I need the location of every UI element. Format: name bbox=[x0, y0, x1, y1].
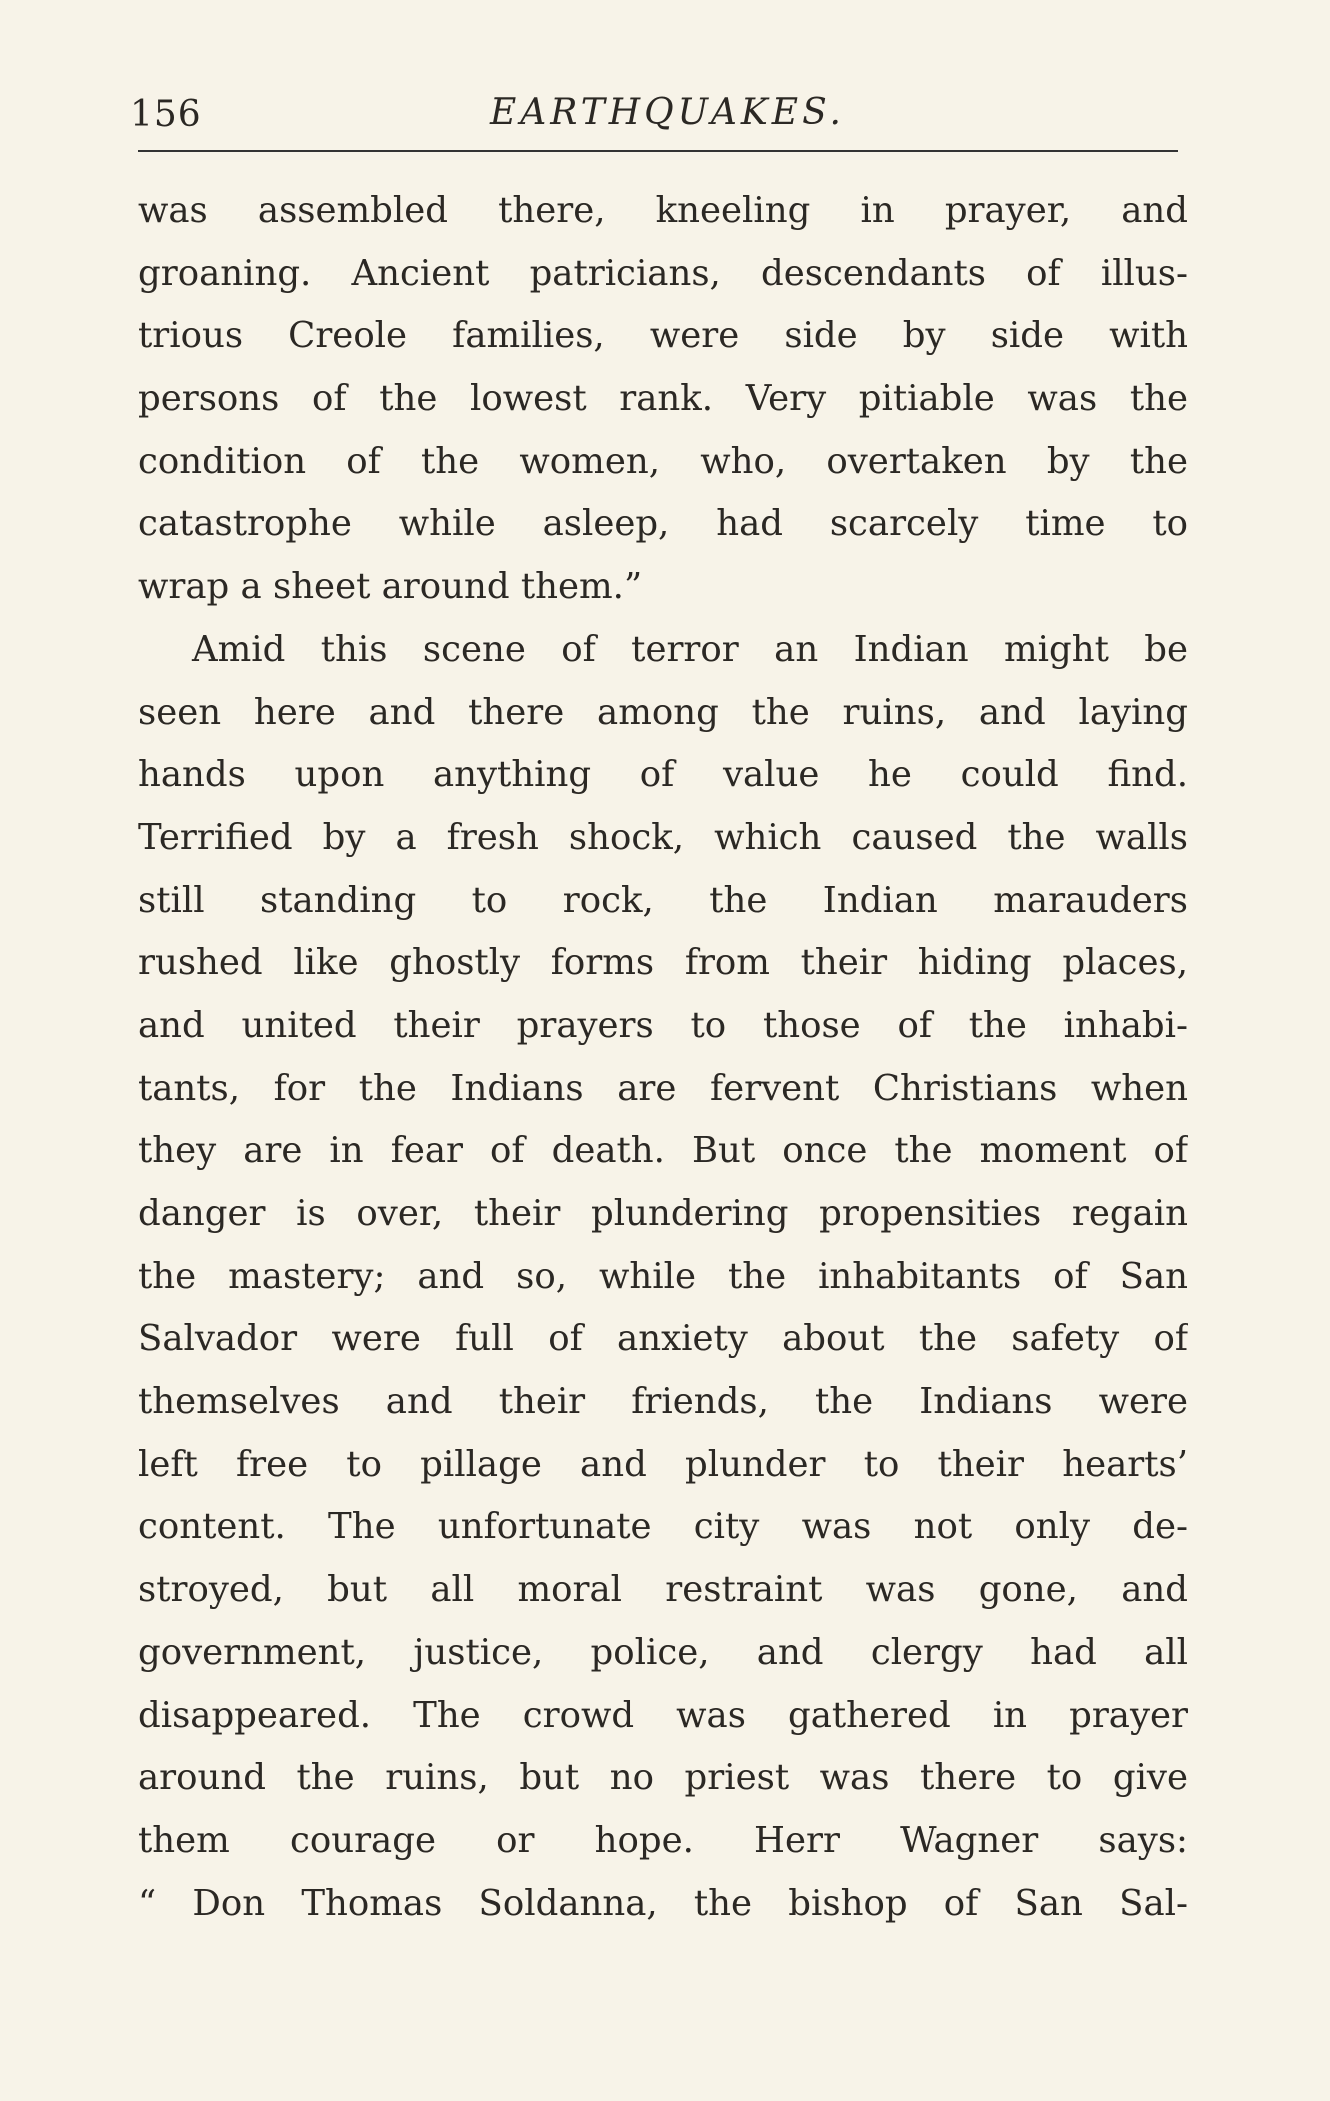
text-line: tants, for the Indians are fervent Christians when bbox=[138, 1067, 1188, 1109]
text-line: Terrified by a fresh shock, which caused the walls bbox=[138, 816, 1188, 858]
text-line: content. The unfortunate city was not only de- bbox=[138, 1506, 1188, 1548]
page-number: 156 bbox=[130, 94, 202, 135]
text-line: stroyed, but all moral restraint was gone, and bbox=[138, 1569, 1188, 1611]
text-line: disappeared. The crowd was gathered in prayer bbox=[138, 1694, 1188, 1736]
paragraph-start-line: Amid this scene of terror an Indian might be bbox=[192, 628, 1188, 670]
text-line: catastrophe while asleep, had scarcely time to bbox=[138, 503, 1188, 545]
text-line: left free to pillage and plunder to their hearts’ bbox=[138, 1443, 1188, 1485]
text-line: “ Don Thomas Soldanna, the bishop of San Sal- bbox=[138, 1882, 1188, 1924]
text-line: still standing to rock, the Indian marauders bbox=[138, 879, 1188, 921]
text-line: they are in fear of death. But once the moment of bbox=[138, 1130, 1188, 1172]
text-line: Salvador were full of anxiety about the safety of bbox=[138, 1318, 1188, 1360]
text-line: danger is over, their plundering propensities regain bbox=[138, 1193, 1188, 1234]
body-text bbox=[138, 180, 1188, 1935]
text-line: and united their prayers to those of the inhabi- bbox=[138, 1004, 1188, 1046]
text-line: was assembled there, kneeling in prayer, and bbox=[138, 190, 1188, 231]
text-line: rushed like ghostly forms from their hiding places, bbox=[138, 942, 1188, 984]
text-line: themselves and their friends, the Indians were bbox=[138, 1381, 1188, 1423]
text-line: wrap a sheet around them.” bbox=[138, 566, 643, 608]
text-line: around the ruins, but no priest was there to give bbox=[138, 1757, 1188, 1799]
running-head: EARTHQUAKES. bbox=[490, 92, 845, 133]
text-line: condition of the women, who, overtaken by the bbox=[138, 440, 1188, 482]
text-line: seen here and there among the ruins, and laying bbox=[138, 691, 1188, 733]
text-line: persons of the lowest rank. Very pitiable was the bbox=[138, 378, 1188, 420]
text-line: groaning. Ancient patricians, descendants of illus- bbox=[138, 252, 1188, 294]
text-line: trious Creole families, were side by side with bbox=[138, 315, 1188, 357]
text-line: government, justice, police, and clergy had all bbox=[138, 1631, 1188, 1673]
text-line: them courage or hope. Herr Wagner says: bbox=[138, 1819, 1188, 1861]
page-header bbox=[130, 82, 1190, 142]
header-rule bbox=[138, 150, 1178, 152]
text-line: the mastery; and so, while the inhabitants of San bbox=[138, 1255, 1188, 1297]
text-line: hands upon anything of value he could find. bbox=[138, 754, 1188, 796]
